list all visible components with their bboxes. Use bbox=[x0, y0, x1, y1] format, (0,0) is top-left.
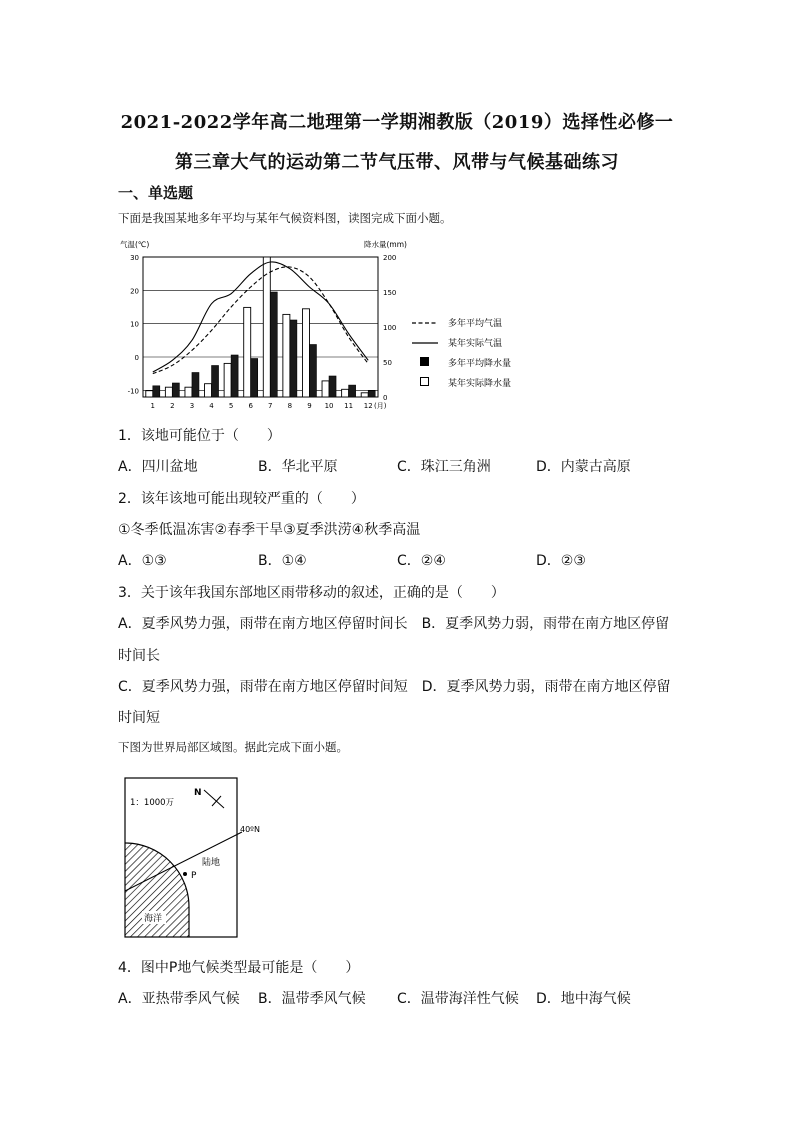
map-scale: 1：1000万 bbox=[130, 798, 175, 808]
q3-options-line-3[interactable]: C．夏季风势力强，雨带在南方地区停留时间短 D．夏季风势力弱，雨带在南方地区停留 bbox=[118, 679, 671, 695]
month-tick-label: 4 bbox=[209, 402, 214, 410]
q4-option-a[interactable]: A．亚热带季风气候 bbox=[118, 991, 240, 1007]
legend-label-actual-temp: 某年实际气温 bbox=[448, 339, 503, 349]
q2-option-d[interactable]: D．②③ bbox=[536, 553, 586, 569]
q4-option-c[interactable]: C．温带海洋性气候 bbox=[397, 991, 519, 1007]
avg-precip-bar bbox=[309, 345, 316, 398]
actual-precip-bar bbox=[224, 363, 231, 397]
q4-option-d[interactable]: D．地中海气候 bbox=[536, 991, 631, 1007]
question-2-stem: 2．该年该地可能出现较严重的（ ） bbox=[118, 491, 365, 507]
month-tick-label: 11 bbox=[344, 402, 354, 410]
section-heading: 一、单选题 bbox=[118, 184, 194, 202]
north-arrow-icon bbox=[204, 790, 224, 808]
right-axis-ticks bbox=[383, 254, 396, 402]
avg-precip-bar bbox=[349, 385, 356, 397]
north-label: N bbox=[194, 788, 202, 798]
avg-precip-bar bbox=[172, 383, 179, 397]
left-tick-label: 0 bbox=[134, 354, 139, 362]
question-1-stem: 1．该地可能位于（ ） bbox=[118, 428, 281, 444]
left-tick-label: 20 bbox=[130, 287, 139, 296]
document-title-line-2: 第三章大气的运动第二节气压带、风带与气候基础练习 bbox=[175, 152, 619, 173]
document-title-line-1: 2021-2022学年高二地理第一学期湘教版（2019）选择性必修一 bbox=[120, 112, 674, 133]
q1-option-d[interactable]: D．内蒙古高原 bbox=[536, 459, 631, 475]
avg-precip-bar bbox=[212, 366, 219, 398]
avg-temp-line bbox=[153, 267, 368, 374]
intro-text-1: 下面是我国某地多年平均与某年气候资料图，读图完成下面小题。 bbox=[118, 211, 452, 225]
right-tick-label: 0 bbox=[383, 394, 388, 402]
right-tick-label: 150 bbox=[383, 289, 397, 297]
left-tick-label: -10 bbox=[127, 387, 139, 396]
legend-label-avg-precip: 多年平均降水量 bbox=[448, 359, 512, 369]
actual-precip-bar bbox=[322, 381, 329, 397]
chart-legend bbox=[408, 312, 568, 392]
actual-precip-bar bbox=[244, 307, 251, 397]
q1-option-a[interactable]: A．四川盆地 bbox=[118, 459, 198, 475]
right-tick-label: 50 bbox=[383, 359, 392, 367]
q3-options-line-1[interactable]: A．夏季风势力强，雨带在南方地区停留时间长 B．夏季风势力弱，雨带在南方地区停留 bbox=[118, 616, 670, 632]
actual-precip-bar bbox=[146, 391, 153, 397]
legend-swatch-avg-precip bbox=[420, 357, 429, 366]
point-p-label: P bbox=[191, 871, 197, 881]
actual-precip-bar bbox=[302, 309, 309, 397]
q3-options-line-2[interactable]: 时间长 bbox=[118, 648, 160, 664]
avg-precip-bar bbox=[153, 386, 160, 397]
region-map bbox=[118, 772, 268, 942]
q3-options-line-4[interactable]: 时间短 bbox=[118, 710, 160, 726]
legend-swatch-actual-precip bbox=[421, 378, 429, 386]
left-tick-label: 10 bbox=[130, 320, 139, 329]
point-p-marker bbox=[183, 872, 187, 876]
actual-precip-bar bbox=[185, 387, 192, 397]
month-tick-label: 7 bbox=[268, 402, 273, 410]
ocean-label: 海洋 bbox=[144, 914, 163, 924]
right-axis-label: 降水量(mm) bbox=[364, 240, 407, 249]
left-axis-label: 气温(℃) bbox=[120, 240, 150, 249]
avg-precip-bar bbox=[231, 355, 238, 397]
actual-precip-bar bbox=[205, 384, 212, 397]
question-2-statement: ①冬季低温冻害②春季干旱③夏季洪涝④秋季高温 bbox=[118, 522, 421, 538]
month-tick-label: 2 bbox=[170, 402, 175, 410]
month-tick-label: 10 bbox=[324, 402, 334, 410]
q2-option-c[interactable]: C．②④ bbox=[397, 553, 446, 569]
question-3-stem: 3．关于该年我国东部地区雨带移动的叙述，正确的是（ ） bbox=[118, 585, 505, 601]
avg-precip-bar bbox=[329, 376, 336, 397]
legend-label-avg-temp: 多年平均气温 bbox=[448, 319, 503, 329]
right-tick-label: 200 bbox=[383, 254, 397, 262]
actual-precip-bar bbox=[342, 389, 349, 397]
month-tick-label: 1 bbox=[150, 402, 156, 410]
month-tick-label: 6 bbox=[248, 402, 253, 410]
avg-precip-bar bbox=[368, 391, 375, 397]
left-tick-label: 30 bbox=[130, 254, 139, 262]
actual-precip-bar bbox=[165, 387, 172, 397]
month-tick-label: 12 bbox=[363, 402, 373, 410]
climate-chart bbox=[118, 236, 418, 414]
avg-precip-bar bbox=[192, 373, 199, 398]
actual-precip-bar bbox=[361, 393, 368, 397]
avg-precip-bar bbox=[251, 359, 258, 398]
month-tick-label: 5 bbox=[228, 402, 234, 410]
intro-text-2: 下图为世界局部区域图。据此完成下面小题。 bbox=[118, 740, 348, 754]
land-label: 陆地 bbox=[202, 858, 221, 868]
month-tick-label: 9 bbox=[307, 402, 312, 410]
latitude-label: 40ºN bbox=[240, 825, 260, 834]
q4-option-b[interactable]: B．温带季风气候 bbox=[258, 991, 366, 1007]
q2-option-a[interactable]: A．①③ bbox=[118, 553, 167, 569]
left-axis-ticks bbox=[128, 254, 139, 395]
q1-option-b[interactable]: B．华北平原 bbox=[258, 459, 338, 475]
actual-precip-bar bbox=[263, 257, 270, 397]
legend-label-actual-precip: 某年实际降水量 bbox=[448, 379, 512, 389]
avg-precip-bar bbox=[290, 320, 297, 397]
month-tick-label: 8 bbox=[287, 402, 293, 410]
month-unit-label: (月) bbox=[374, 402, 387, 410]
question-4-stem: 4．图中P地气候类型最可能是（ ） bbox=[118, 960, 360, 976]
month-axis-labels bbox=[151, 402, 373, 410]
avg-precip-bar bbox=[270, 292, 277, 397]
right-tick-label: 100 bbox=[383, 324, 397, 332]
month-tick-label: 3 bbox=[189, 402, 195, 410]
q2-option-b[interactable]: B．①④ bbox=[258, 553, 307, 569]
q1-option-c[interactable]: C．珠江三角洲 bbox=[397, 459, 491, 475]
actual-precip-bar bbox=[283, 314, 290, 397]
